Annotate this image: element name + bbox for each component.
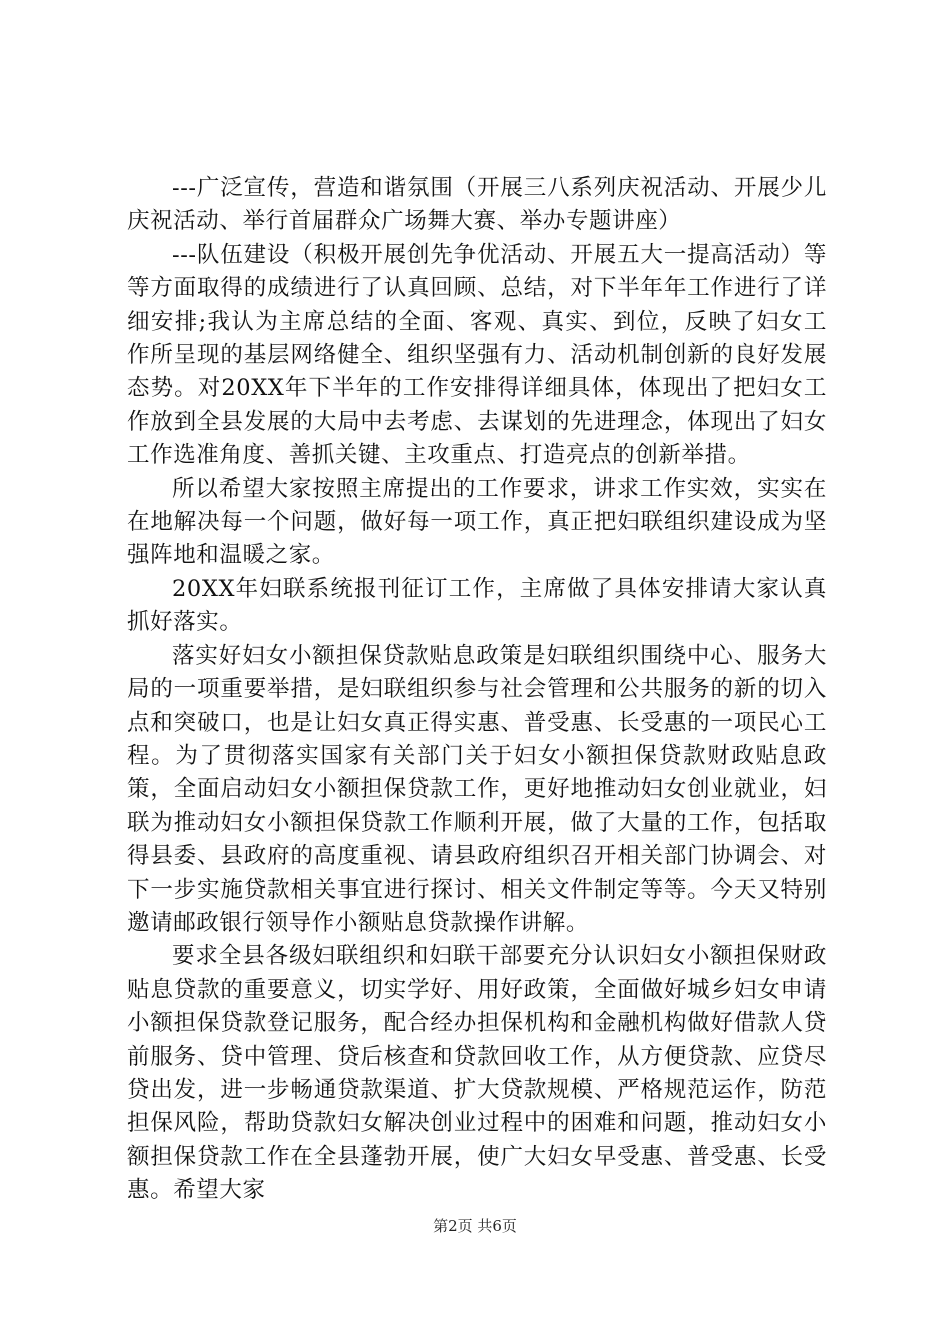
page-number-footer: 第2页 共6页 [433,1217,517,1235]
paragraph: 所以希望大家按照主席提出的工作要求，讲求工作实效，实实在在地解决每一个问题，做好每一项工作，真正把妇联组织建设成为坚强阵地和温暖之家。 [127,475,827,569]
paragraph: 落实好妇女小额担保贷款贴息政策是妇联组织围绕中心、服务大局的一项重要举措，是妇联组织参与社会管理和公共服务的新的切入点和突破口，也是让妇女真正得实惠、普受惠、长受惠的一项民心工程。为了贯彻落实国家有关部门关于妇女小额担保贷款财政贴息政策，全面启动妇女小额担保贷款工作，更好地推动妇女创业就业，妇联为推动妇女小额担保贷款工作顺利开展，做了大量的工作，包括取得县委、县政府的高度重视、请县政府组织召开相关部门协调会、对下一步实施贷款相关事宜进行探讨、相关文件制定等等。今天又特别邀请邮政银行领导作小额贴息贷款操作讲解。 [127,642,827,936]
paragraph: ---广泛宣传，营造和谐氛围（开展三八系列庆祝活动、开展少儿庆祝活动、举行首届群众广场舞大赛、举办专题讲座） [127,175,827,235]
paragraph: ---队伍建设（积极开展创先争优活动、开展五大一提高活动）等等方面取得的成绩进行了认真回顾、总结，对下半年年工作进行了详细安排;我认为主席总结的全面、客观、真实、到位，反映了妇女工作所呈现的基层网络健全、组织坚强有力、活动机制创新的良好发展态势。对20XX年下半年的工作安排得详细具体，体现出了把妇女工作放到全县发展的大局中去考虑、去谋划的先进理念，体现出了妇女工作选准角度、善抓关键、主攻重点、打造亮点的创新举措。 [127,241,827,469]
paragraph: 20XX年妇联系统报刊征订工作，主席做了具体安排请大家认真抓好落实。 [127,575,827,636]
document-body [127,172,827,1208]
paragraph: 要求全县各级妇联组织和妇联干部要充分认识妇女小额担保财政贴息贷款的重要意义，切实学好、用好政策，全面做好城乡妇女申请小额担保贷款登记服务，配合经办担保机构和金融机构做好借款人贷前服务、贷中管理、贷后核查和贷款回收工作，从方便贷款、应贷尽贷出发，进一步畅通贷款渠道、扩大贷款规模、严格规范运作，防范担保风险，帮助贷款妇女解决创业过程中的困难和问题，推动妇女小额担保贷款工作在全县蓬勃开展，使广大妇女早受惠、普受惠、长受惠。希望大家 [127,943,827,1204]
